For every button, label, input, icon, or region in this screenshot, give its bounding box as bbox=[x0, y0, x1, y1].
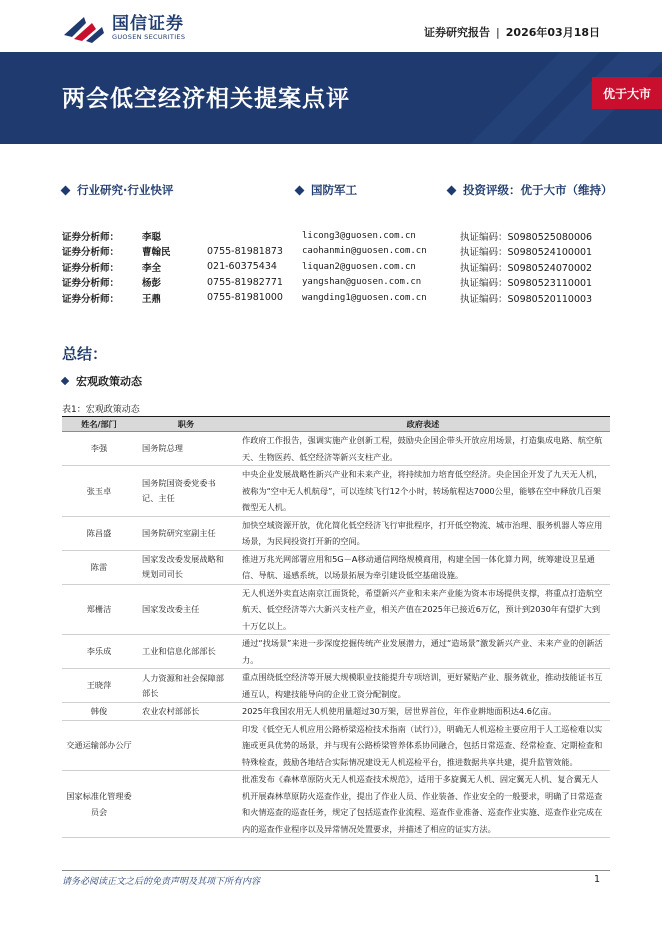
cell-position: 国家发改委主任 bbox=[136, 584, 236, 635]
table-row bbox=[62, 703, 610, 721]
analyst-role: 证券分析师： bbox=[62, 247, 120, 259]
cell-statement: 作政府工作报告，强调实施产业创新工程，鼓励央企国企带头开放应用场景，打造集成电路、航空航天、生物医药、低空经济等新兴支柱产业。 bbox=[236, 432, 610, 466]
table-row bbox=[62, 635, 610, 669]
analyst-name: 李聪 bbox=[142, 231, 162, 243]
cell-position: 人力资源和社会保障部部长 bbox=[136, 669, 236, 703]
logo-english: GUOSEN SECURITIES bbox=[112, 32, 186, 41]
analyst-cert: 执证编码：S0980524100001 bbox=[460, 247, 593, 259]
cell-name: 郑栅洁 bbox=[62, 584, 136, 635]
analyst-cert: 执证编码：S0980524070002 bbox=[460, 262, 593, 274]
analyst-email[interactable]: wangding1@guosen.com.cn bbox=[302, 292, 427, 303]
table-row bbox=[62, 432, 610, 466]
cell-statement: 重点围绕低空经济等开展大规模职业技能提升专项培训，更好紧贴产业、服务就业，推动技能证书互通互认，构建技能导向的企业工资分配制度。 bbox=[236, 669, 610, 703]
table-row bbox=[62, 516, 610, 550]
diamond-bullet-icon bbox=[61, 185, 71, 195]
analyst-cert: 执证编码：S0980520110003 bbox=[460, 293, 593, 305]
report-title: 两会低空经济相关提案点评 bbox=[62, 86, 350, 112]
cell-statement: 加快空域资源开放，优化简化低空经济飞行审批程序，打开低空物流、城市治理、服务机器人等应用场景，为民间投资打开新的空间。 bbox=[236, 516, 610, 550]
cell-position: 农业农村部部长 bbox=[136, 703, 236, 721]
analyst-phone: 0755-81981873 bbox=[207, 245, 283, 257]
report-type: 证券研究报告 bbox=[424, 26, 491, 39]
table-header-row bbox=[62, 417, 610, 432]
logo-chinese: 国信证券 bbox=[112, 13, 184, 34]
analyst-name: 杨彭 bbox=[142, 278, 162, 290]
footer-disclaimer[interactable]: 请务必阅读正文之后的免责声明及其项下所有内容 bbox=[62, 877, 261, 887]
cell-statement: 中央企业发展战略性新兴产业和未来产业，将持续加力培育低空经济。央企国企开发了九天无人机，被称为“空中无人机航母”，可以连续飞行12个小时，转场航程达7000公里，能够在空中释放几百架微型无人机。 bbox=[236, 466, 610, 517]
cell-name: 交通运输部办公厅 bbox=[62, 720, 136, 771]
cell-name: 李乐成 bbox=[62, 635, 136, 669]
analyst-role: 证券分析师： bbox=[62, 231, 120, 243]
analyst-row bbox=[62, 244, 610, 260]
table-row bbox=[62, 550, 610, 584]
diamond-bullet-icon bbox=[295, 185, 305, 195]
cell-name: 韩俊 bbox=[62, 703, 136, 721]
industry-text: 国防军工 bbox=[311, 183, 357, 197]
rating-badge: 优于大市 bbox=[592, 77, 662, 109]
logo-text bbox=[112, 15, 185, 42]
cell-statement: 通过“找场景”来进一步深度挖掘传统产业发展潜力，通过“造场景”激发新兴产业、未来产业的创新活力。 bbox=[236, 635, 610, 669]
analyst-phone: 0755-81982771 bbox=[207, 276, 283, 288]
cell-name: 陈昌盛 bbox=[62, 516, 136, 550]
policy-table bbox=[62, 416, 610, 838]
rating-text: 投资评级：优于大市（维持） bbox=[463, 183, 613, 197]
diamond-bullet-icon bbox=[447, 185, 457, 195]
analyst-role: 证券分析师： bbox=[62, 293, 120, 305]
header-separator: | bbox=[496, 26, 500, 39]
cell-statement: 2025年我国农用无人机使用量超过30万架，居世界首位，年作业耕地面积达4.6亿亩。 bbox=[236, 703, 610, 721]
cell-position: 国务院总理 bbox=[136, 432, 236, 466]
analyst-cert: 执证编码：S0980523110001 bbox=[460, 278, 593, 290]
table-row bbox=[62, 669, 610, 703]
section-title bbox=[62, 373, 142, 389]
meta-rating bbox=[448, 182, 613, 198]
company-logo bbox=[62, 13, 185, 43]
page-number: 1 bbox=[593, 874, 600, 885]
column-header-name: 姓名/部门 bbox=[62, 417, 136, 432]
analyst-name: 王鼎 bbox=[142, 293, 162, 305]
analyst-phone: 0755-81981000 bbox=[207, 292, 283, 304]
section-title-text: 宏观政策动态 bbox=[76, 375, 142, 388]
cell-name: 张玉卓 bbox=[62, 466, 136, 517]
meta-industry bbox=[296, 182, 357, 198]
column-header-statement: 政府表述 bbox=[236, 417, 610, 432]
report-info bbox=[424, 24, 600, 40]
cell-name: 李强 bbox=[62, 432, 136, 466]
cell-position: 国务院研究室副主任 bbox=[136, 516, 236, 550]
analyst-row bbox=[62, 275, 610, 291]
analyst-name: 曹翰民 bbox=[142, 247, 171, 259]
table-row bbox=[62, 771, 610, 838]
analyst-role: 证券分析师： bbox=[62, 278, 120, 290]
analyst-email[interactable]: yangshan@guosen.com.cn bbox=[302, 277, 422, 288]
cell-position bbox=[136, 720, 236, 771]
cell-position bbox=[136, 771, 236, 838]
footer-divider bbox=[62, 870, 610, 871]
table-row bbox=[62, 466, 610, 517]
title-banner bbox=[0, 52, 662, 144]
analyst-role: 证券分析师： bbox=[62, 262, 120, 274]
report-header bbox=[0, 0, 662, 50]
analyst-row bbox=[62, 290, 610, 306]
analyst-email[interactable]: liquan2@guosen.com.cn bbox=[302, 261, 416, 272]
cell-position: 工业和信息化部部长 bbox=[136, 635, 236, 669]
analyst-name: 李全 bbox=[142, 262, 162, 274]
diamond-bullet-icon bbox=[61, 377, 69, 385]
cell-statement: 推进万兆光网部署应用和5G－A移动通信网络规模商用，构建全国一体化算力网，统筹建设卫星通信、导航、遥感系统，以场景拓展为牵引建设低空基础设施。 bbox=[236, 550, 610, 584]
cell-statement: 印发《低空无人机应用公路桥梁巡检技术指南（试行）》，明确无人机巡检主要应用于人工巡检难以实施或更具优势的场景，并与现有公路桥梁管养体系协同融合，包括日常巡查、经常检查、定期检查和特殊检查，鼓励各地结合实际情况建设无人机巡检平台，推进数据共享共建，提升监管效能。 bbox=[236, 720, 610, 771]
summary-title: 总结： bbox=[62, 345, 108, 363]
analyst-row bbox=[62, 259, 610, 275]
analyst-email[interactable]: licong3@guosen.com.cn bbox=[302, 230, 416, 241]
cell-name: 陈雷 bbox=[62, 550, 136, 584]
analyst-row bbox=[62, 228, 610, 244]
report-date: 2026年03月18日 bbox=[505, 26, 600, 39]
column-header-position: 职务 bbox=[136, 417, 236, 432]
cell-position: 国务院国资委党委书记、主任 bbox=[136, 466, 236, 517]
table-row bbox=[62, 720, 610, 771]
analyst-email[interactable]: caohanmin@guosen.com.cn bbox=[302, 246, 427, 257]
analyst-phone: 021-60375434 bbox=[207, 261, 277, 273]
cell-position: 国家发改委发展战略和规划司司长 bbox=[136, 550, 236, 584]
category-text: 行业研究·行业快评 bbox=[77, 183, 174, 197]
table-row bbox=[62, 584, 610, 635]
analyst-cert: 执证编码：S0980525080006 bbox=[460, 231, 593, 243]
meta-category bbox=[62, 182, 173, 198]
cell-statement: 批准发布《森林草原防火无人机巡查技术规范》，适用于多旋翼无人机、固定翼无人机、复合翼无人机开展森林草原防火巡查作业，提出了作业人员、作业装备、作业安全的一般要求，明确了日常巡查和火情巡查的巡查任务，规定了包括巡查作业流程、巡查作业准备、巡查作业实施、巡查作业完成在内的巡查作业程序以及异常情况处置要求，并描述了相应的证实方法。 bbox=[236, 771, 610, 838]
cell-statement: 无人机送外卖直达南京江面货轮，希望新兴产业和未来产业能为资本市场提供支撑，将重点打造航空航天、低空经济等六大新兴支柱产业，相关产值在2025年已接近6万亿，预计到2030年有望扩大到十万亿以上。 bbox=[236, 584, 610, 635]
analyst-list bbox=[62, 228, 610, 306]
table-caption: 表1：宏观政策动态 bbox=[62, 405, 140, 415]
guosen-logo-icon bbox=[62, 13, 106, 43]
cell-name: 王晓萍 bbox=[62, 669, 136, 703]
cell-name: 国家标准化管理委员会 bbox=[62, 771, 136, 838]
